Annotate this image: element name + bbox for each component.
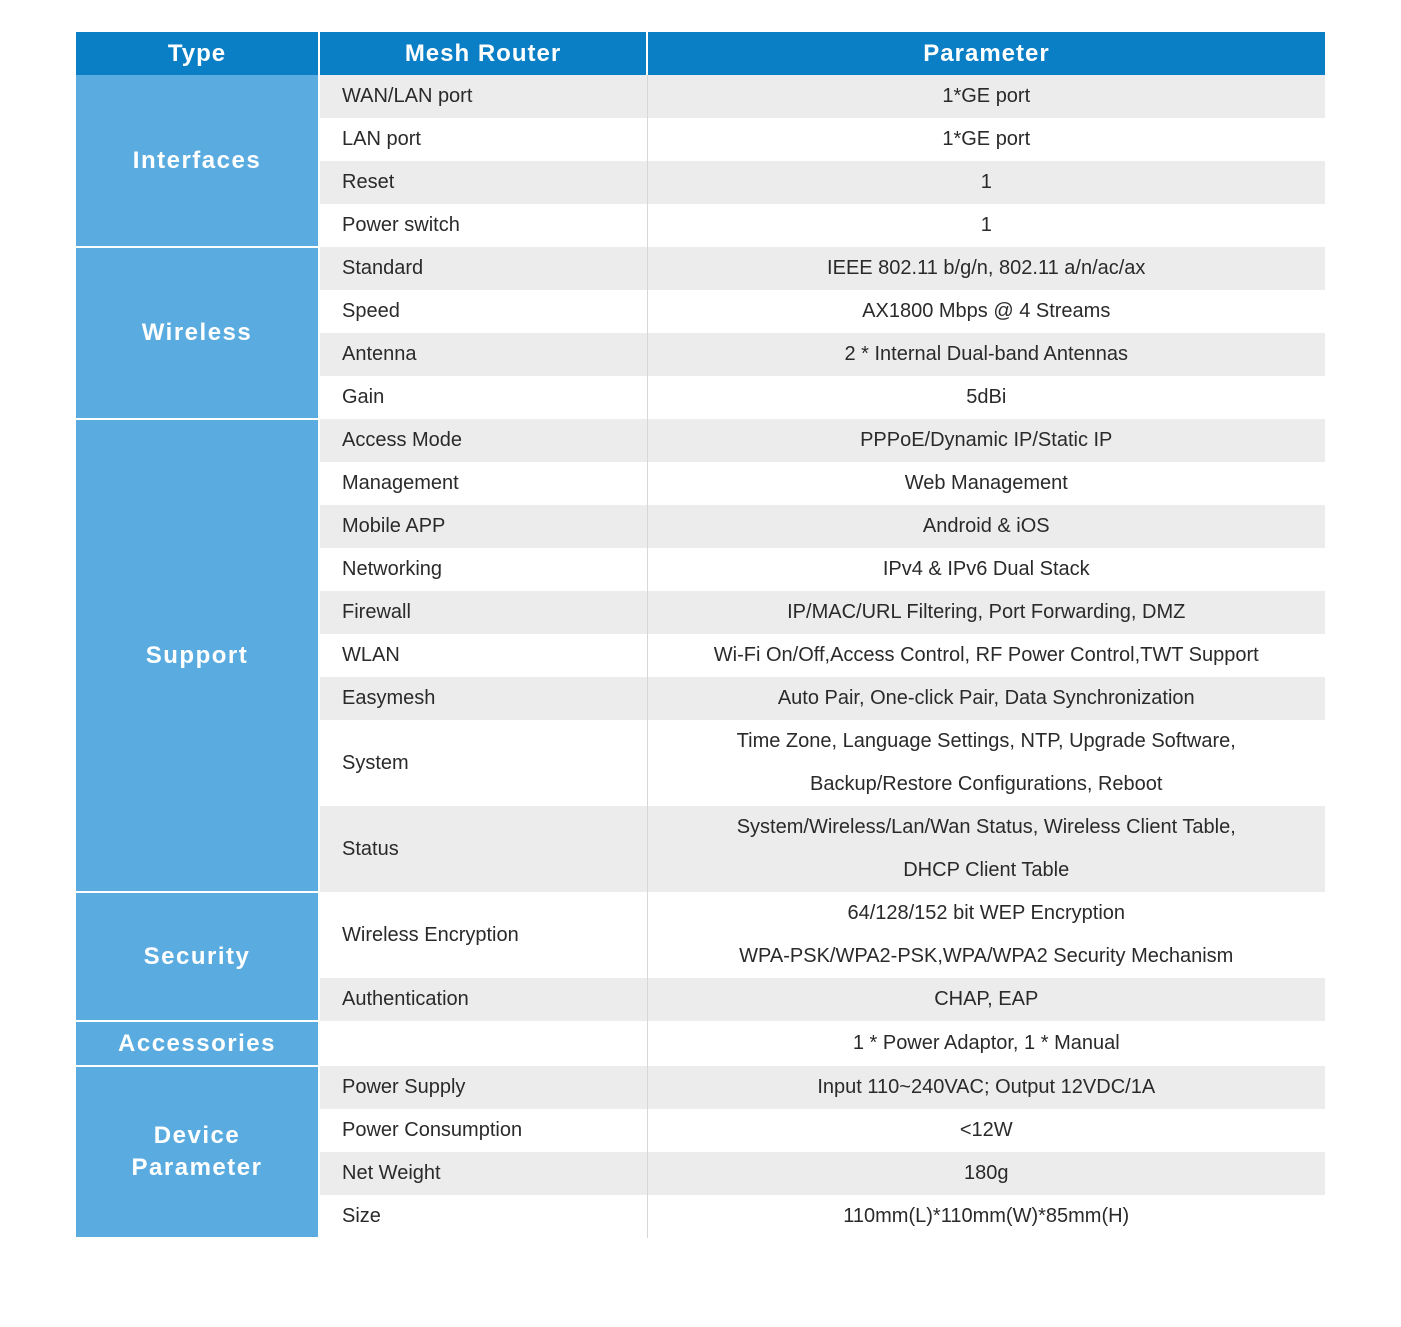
row-value: [647, 892, 1325, 978]
row-label: Speed: [319, 290, 647, 333]
header-model: Mesh Router: [319, 32, 647, 75]
category-title-line: Device: [153, 1122, 241, 1149]
row-value-line: System/Wireless/Lan/Wan Status, Wireless Client Table,: [736, 816, 1236, 838]
row-value: 180g: [647, 1152, 1325, 1195]
row-value-line: Backup/Restore Configurations, Reboot: [810, 773, 1163, 795]
row-label: LAN port: [319, 118, 647, 161]
row-label: System: [319, 720, 647, 806]
row-value: 1 * Power Adaptor, 1 * Manual: [647, 1021, 1325, 1066]
row-value-line: WPA-PSK/WPA2-PSK,WPA/WPA2 Security Mechanism: [739, 945, 1234, 967]
row-value: Wi-Fi On/Off,Access Control, RF Power Control,TWT Support: [647, 634, 1325, 677]
row-label: Size: [319, 1195, 647, 1238]
row-value-line: 64/128/152 bit WEP Encryption: [847, 902, 1126, 924]
row-label: Authentication: [319, 978, 647, 1021]
row-label: Gain: [319, 376, 647, 419]
row-value: Input 110~240VAC; Output 12VDC/1A: [647, 1066, 1325, 1109]
row-label: Net Weight: [319, 1152, 647, 1195]
category-security: Security: [76, 892, 319, 1021]
row-value: 1*GE port: [647, 118, 1325, 161]
row-label: Networking: [319, 548, 647, 591]
row-value: CHAP, EAP: [647, 978, 1325, 1021]
row-label: Status: [319, 806, 647, 892]
category-device-parameter: [76, 1066, 319, 1238]
table-row: [76, 892, 1325, 978]
row-value: PPPoE/Dynamic IP/Static IP: [647, 419, 1325, 462]
header-parameter: Parameter: [647, 32, 1325, 75]
category-wireless: Wireless: [76, 247, 319, 419]
row-value: IPv4 & IPv6 Dual Stack: [647, 548, 1325, 591]
category-title-line: Parameter: [131, 1154, 263, 1181]
row-value: 5dBi: [647, 376, 1325, 419]
row-value: 110mm(L)*110mm(W)*85mm(H): [647, 1195, 1325, 1238]
row-value: [647, 720, 1325, 806]
row-value: <12W: [647, 1109, 1325, 1152]
row-value: Web Management: [647, 462, 1325, 505]
category-support: Support: [76, 419, 319, 892]
row-value: Android & iOS: [647, 505, 1325, 548]
row-label: Management: [319, 462, 647, 505]
table-row: [76, 1021, 1325, 1066]
row-label: Access Mode: [319, 419, 647, 462]
table-row: [76, 419, 1325, 462]
table-row: [76, 1066, 1325, 1109]
row-label: Antenna: [319, 333, 647, 376]
row-label: [319, 1021, 647, 1066]
table-row: [76, 75, 1325, 118]
row-label: Power Supply: [319, 1066, 647, 1109]
row-value-line: Time Zone, Language Settings, NTP, Upgrade Software,: [736, 730, 1236, 752]
row-label: Standard: [319, 247, 647, 290]
category-accessories: Accessories: [76, 1021, 319, 1066]
row-value: Auto Pair, One-click Pair, Data Synchronization: [647, 677, 1325, 720]
table-row: [76, 247, 1325, 290]
row-label: Wireless Encryption: [319, 892, 647, 978]
spec-table: [76, 32, 1325, 1239]
row-value: 1: [647, 161, 1325, 204]
row-value: IP/MAC/URL Filtering, Port Forwarding, DMZ: [647, 591, 1325, 634]
row-label: WAN/LAN port: [319, 75, 647, 118]
row-value: AX1800 Mbps @ 4 Streams: [647, 290, 1325, 333]
header-row: [76, 32, 1325, 75]
row-value: 2 * Internal Dual-band Antennas: [647, 333, 1325, 376]
row-label: Power switch: [319, 204, 647, 247]
row-label: Power Consumption: [319, 1109, 647, 1152]
header-type: Type: [76, 32, 319, 75]
row-label: Firewall: [319, 591, 647, 634]
row-label: WLAN: [319, 634, 647, 677]
row-label: Reset: [319, 161, 647, 204]
row-value: [647, 806, 1325, 892]
row-label: Easymesh: [319, 677, 647, 720]
row-value: IEEE 802.11 b/g/n, 802.11 a/n/ac/ax: [647, 247, 1325, 290]
row-label: Mobile APP: [319, 505, 647, 548]
category-interfaces: Interfaces: [76, 75, 319, 247]
row-value: 1*GE port: [647, 75, 1325, 118]
row-value: 1: [647, 204, 1325, 247]
row-value-line: DHCP Client Table: [903, 859, 1070, 881]
